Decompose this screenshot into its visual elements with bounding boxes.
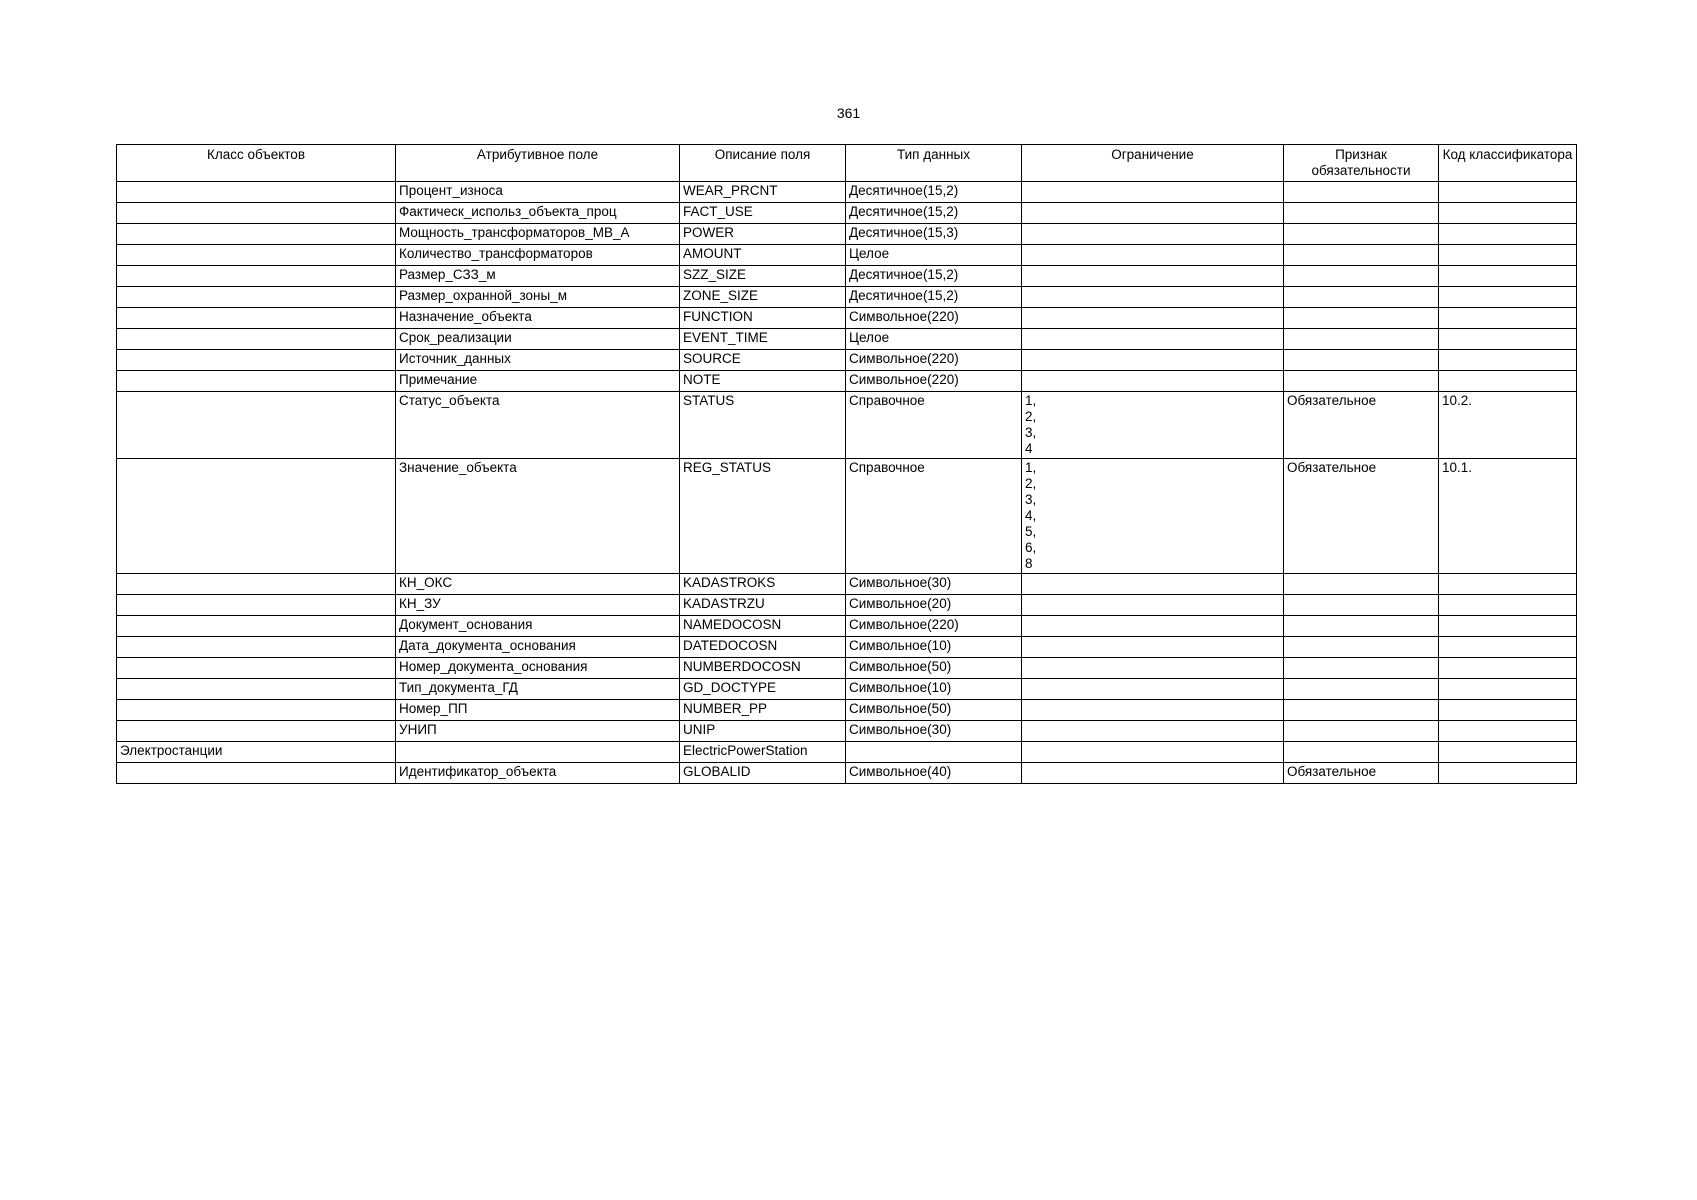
- cell-required-flag: Обязательное: [1284, 459, 1439, 574]
- table-row: [117, 329, 1577, 350]
- table-row: [117, 742, 1577, 763]
- cell-data-type: Символьное(30): [846, 721, 1022, 742]
- cell-class: [117, 658, 396, 679]
- cell-constraint: [1022, 224, 1284, 245]
- cell-classifier-code: [1439, 245, 1577, 266]
- cell-classifier-code: 10.1.: [1439, 459, 1577, 574]
- cell-classifier-code: [1439, 595, 1577, 616]
- cell-data-type: [846, 742, 1022, 763]
- cell-classifier-code: [1439, 329, 1577, 350]
- cell-attribute-field: Дата_документа_основания: [396, 637, 680, 658]
- column-header-class: Класс объектов: [117, 145, 396, 182]
- cell-required-flag: [1284, 721, 1439, 742]
- cell-constraint: 1, 2, 3, 4, 5, 6, 8: [1022, 459, 1284, 574]
- cell-constraint: [1022, 595, 1284, 616]
- cell-class: [117, 182, 396, 203]
- cell-attribute-field: Примечание: [396, 371, 680, 392]
- column-header-constraint: Ограничение: [1022, 145, 1284, 182]
- cell-constraint: [1022, 721, 1284, 742]
- table-body: [117, 182, 1577, 784]
- cell-class: [117, 287, 396, 308]
- header-row: [117, 145, 1577, 182]
- cell-required-flag: [1284, 350, 1439, 371]
- table-row: [117, 392, 1577, 459]
- cell-class: [117, 763, 396, 784]
- cell-classifier-code: [1439, 679, 1577, 700]
- cell-attribute-field: Номер_документа_основания: [396, 658, 680, 679]
- cell-data-type: Символьное(30): [846, 574, 1022, 595]
- cell-field-description: EVENT_TIME: [680, 329, 846, 350]
- cell-field-description: UNIP: [680, 721, 846, 742]
- cell-required-flag: [1284, 637, 1439, 658]
- cell-classifier-code: [1439, 203, 1577, 224]
- cell-constraint: [1022, 616, 1284, 637]
- cell-data-type: Символьное(220): [846, 371, 1022, 392]
- cell-data-type: Символьное(20): [846, 595, 1022, 616]
- cell-class: [117, 392, 396, 459]
- cell-attribute-field: Статус_объекта: [396, 392, 680, 459]
- column-header-field-description: Описание поля: [680, 145, 846, 182]
- table-row: [117, 595, 1577, 616]
- cell-class: [117, 721, 396, 742]
- table-row: [117, 182, 1577, 203]
- cell-required-flag: Обязательное: [1284, 392, 1439, 459]
- column-header-attribute-field: Атрибутивное поле: [396, 145, 680, 182]
- cell-field-description: ElectricPowerStation: [680, 742, 846, 763]
- cell-classifier-code: [1439, 350, 1577, 371]
- cell-classifier-code: 10.2.: [1439, 392, 1577, 459]
- table-row: [117, 574, 1577, 595]
- cell-data-type: Символьное(220): [846, 308, 1022, 329]
- cell-field-description: NOTE: [680, 371, 846, 392]
- cell-field-description: DATEDOCOSN: [680, 637, 846, 658]
- cell-required-flag: [1284, 308, 1439, 329]
- cell-attribute-field: Процент_износа: [396, 182, 680, 203]
- table-row: [117, 371, 1577, 392]
- cell-attribute-field: КН_ЗУ: [396, 595, 680, 616]
- cell-class: [117, 350, 396, 371]
- cell-data-type: Десятичное(15,2): [846, 182, 1022, 203]
- cell-field-description: KADASTROKS: [680, 574, 846, 595]
- cell-constraint: [1022, 266, 1284, 287]
- cell-field-description: NAMEDOCOSN: [680, 616, 846, 637]
- cell-class: [117, 266, 396, 287]
- cell-required-flag: [1284, 224, 1439, 245]
- table-header: [117, 145, 1577, 182]
- table-row: [117, 245, 1577, 266]
- cell-data-type: Символьное(50): [846, 700, 1022, 721]
- table-row: [117, 616, 1577, 637]
- cell-classifier-code: [1439, 371, 1577, 392]
- cell-classifier-code: [1439, 308, 1577, 329]
- cell-field-description: FUNCTION: [680, 308, 846, 329]
- cell-field-description: AMOUNT: [680, 245, 846, 266]
- cell-required-flag: Обязательное: [1284, 763, 1439, 784]
- cell-constraint: [1022, 329, 1284, 350]
- cell-field-description: GD_DOCTYPE: [680, 679, 846, 700]
- table-row: [117, 308, 1577, 329]
- column-header-data-type: Тип данных: [846, 145, 1022, 182]
- cell-class: [117, 574, 396, 595]
- cell-attribute-field: Мощность_трансформаторов_МВ_А: [396, 224, 680, 245]
- cell-required-flag: [1284, 658, 1439, 679]
- cell-class: [117, 329, 396, 350]
- cell-data-type: Символьное(220): [846, 350, 1022, 371]
- cell-class: [117, 595, 396, 616]
- cell-constraint: [1022, 742, 1284, 763]
- cell-attribute-field: Тип_документа_ГД: [396, 679, 680, 700]
- cell-data-type: Символьное(220): [846, 616, 1022, 637]
- cell-constraint: [1022, 763, 1284, 784]
- cell-field-description: KADASTRZU: [680, 595, 846, 616]
- cell-data-type: Десятичное(15,2): [846, 287, 1022, 308]
- cell-field-description: REG_STATUS: [680, 459, 846, 574]
- cell-classifier-code: [1439, 182, 1577, 203]
- cell-field-description: FACT_USE: [680, 203, 846, 224]
- table-row: [117, 679, 1577, 700]
- cell-constraint: [1022, 658, 1284, 679]
- cell-classifier-code: [1439, 574, 1577, 595]
- cell-constraint: [1022, 574, 1284, 595]
- cell-attribute-field: Значение_объекта: [396, 459, 680, 574]
- cell-data-type: Целое: [846, 329, 1022, 350]
- cell-required-flag: [1284, 287, 1439, 308]
- cell-class: [117, 637, 396, 658]
- cell-class: Электростанции: [117, 742, 396, 763]
- cell-attribute-field: КН_ОКС: [396, 574, 680, 595]
- cell-data-type: Справочное: [846, 459, 1022, 574]
- cell-classifier-code: [1439, 721, 1577, 742]
- cell-constraint: [1022, 637, 1284, 658]
- table-row: [117, 266, 1577, 287]
- cell-field-description: NUMBER_PP: [680, 700, 846, 721]
- cell-data-type: Символьное(10): [846, 637, 1022, 658]
- cell-constraint: [1022, 350, 1284, 371]
- cell-classifier-code: [1439, 224, 1577, 245]
- cell-attribute-field: [396, 742, 680, 763]
- column-header-classifier-code: Код классификатора: [1439, 145, 1577, 182]
- table-row: [117, 658, 1577, 679]
- table-row: [117, 287, 1577, 308]
- cell-constraint: [1022, 203, 1284, 224]
- cell-constraint: [1022, 679, 1284, 700]
- cell-field-description: SZZ_SIZE: [680, 266, 846, 287]
- cell-data-type: Десятичное(15,2): [846, 266, 1022, 287]
- table-row: [117, 459, 1577, 574]
- cell-classifier-code: [1439, 700, 1577, 721]
- cell-constraint: [1022, 182, 1284, 203]
- cell-class: [117, 459, 396, 574]
- cell-field-description: GLOBALID: [680, 763, 846, 784]
- table-row: [117, 224, 1577, 245]
- cell-required-flag: [1284, 595, 1439, 616]
- cell-class: [117, 224, 396, 245]
- cell-classifier-code: [1439, 742, 1577, 763]
- cell-required-flag: [1284, 371, 1439, 392]
- cell-attribute-field: Документ_основания: [396, 616, 680, 637]
- cell-classifier-code: [1439, 763, 1577, 784]
- table-row: [117, 721, 1577, 742]
- cell-class: [117, 679, 396, 700]
- cell-required-flag: [1284, 329, 1439, 350]
- cell-required-flag: [1284, 182, 1439, 203]
- cell-data-type: Целое: [846, 245, 1022, 266]
- cell-required-flag: [1284, 245, 1439, 266]
- cell-attribute-field: Номер_ПП: [396, 700, 680, 721]
- attribute-table: [116, 144, 1577, 784]
- cell-required-flag: [1284, 742, 1439, 763]
- cell-constraint: [1022, 287, 1284, 308]
- cell-field-description: ZONE_SIZE: [680, 287, 846, 308]
- cell-data-type: Символьное(50): [846, 658, 1022, 679]
- cell-attribute-field: УНИП: [396, 721, 680, 742]
- table-row: [117, 637, 1577, 658]
- cell-constraint: [1022, 371, 1284, 392]
- cell-class: [117, 203, 396, 224]
- cell-required-flag: [1284, 203, 1439, 224]
- cell-class: [117, 700, 396, 721]
- cell-required-flag: [1284, 266, 1439, 287]
- cell-field-description: STATUS: [680, 392, 846, 459]
- cell-data-type: Десятичное(15,3): [846, 224, 1022, 245]
- cell-class: [117, 371, 396, 392]
- table-row: [117, 700, 1577, 721]
- cell-constraint: [1022, 245, 1284, 266]
- cell-data-type: Десятичное(15,2): [846, 203, 1022, 224]
- cell-constraint: 1, 2, 3, 4: [1022, 392, 1284, 459]
- cell-class: [117, 616, 396, 637]
- cell-classifier-code: [1439, 616, 1577, 637]
- cell-data-type: Символьное(10): [846, 679, 1022, 700]
- table-row: [117, 763, 1577, 784]
- cell-attribute-field: Срок_реализации: [396, 329, 680, 350]
- cell-required-flag: [1284, 574, 1439, 595]
- cell-attribute-field: Размер_СЗЗ_м: [396, 266, 680, 287]
- cell-constraint: [1022, 308, 1284, 329]
- cell-attribute-field: Количество_трансформаторов: [396, 245, 680, 266]
- cell-classifier-code: [1439, 266, 1577, 287]
- cell-attribute-field: Размер_охранной_зоны_м: [396, 287, 680, 308]
- cell-field-description: POWER: [680, 224, 846, 245]
- cell-field-description: SOURCE: [680, 350, 846, 371]
- cell-classifier-code: [1439, 658, 1577, 679]
- table-row: [117, 203, 1577, 224]
- cell-field-description: WEAR_PRCNT: [680, 182, 846, 203]
- page-number: 361: [836, 105, 861, 121]
- cell-attribute-field: Назначение_объекта: [396, 308, 680, 329]
- cell-required-flag: [1284, 679, 1439, 700]
- cell-required-flag: [1284, 700, 1439, 721]
- cell-classifier-code: [1439, 287, 1577, 308]
- cell-attribute-field: Фактическ_использ_объекта_проц: [396, 203, 680, 224]
- cell-attribute-field: Источник_данных: [396, 350, 680, 371]
- cell-class: [117, 245, 396, 266]
- column-header-required-flag: Признак обязательности: [1284, 145, 1439, 182]
- cell-classifier-code: [1439, 637, 1577, 658]
- cell-constraint: [1022, 700, 1284, 721]
- cell-field-description: NUMBERDOCOSN: [680, 658, 846, 679]
- cell-class: [117, 308, 396, 329]
- cell-data-type: Символьное(40): [846, 763, 1022, 784]
- cell-required-flag: [1284, 616, 1439, 637]
- cell-data-type: Справочное: [846, 392, 1022, 459]
- cell-attribute-field: Идентификатор_объекта: [396, 763, 680, 784]
- table-row: [117, 350, 1577, 371]
